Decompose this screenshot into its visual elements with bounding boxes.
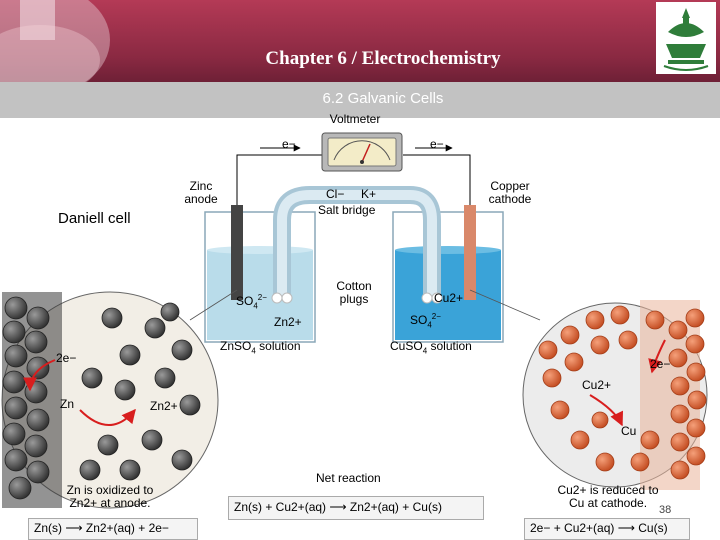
electron-label-left: e− (282, 137, 296, 151)
copper-atom (586, 311, 604, 329)
copper-ion-label: Cu2+ (434, 291, 464, 305)
copper-atom (687, 419, 705, 437)
zinc-atom (80, 460, 100, 480)
copper-atom (592, 412, 608, 428)
cathode-half-reaction: 2e− + Cu2+(aq) ⟶ Cu(s) (530, 521, 668, 535)
zinc-atom (180, 395, 200, 415)
copper-atom (611, 306, 629, 324)
zinc-atom (120, 460, 140, 480)
copper-atom (686, 335, 704, 353)
copper-atom (641, 431, 659, 449)
sulfate-label-left: $SO_4^{2-}$ (236, 293, 267, 311)
zinc-atom (82, 368, 102, 388)
salt-bridge-label: Salt bridge (318, 203, 376, 217)
anode-half-reaction: Zn(s) ⟶ Zn2+(aq) + 2e− (34, 521, 169, 535)
section-subtitle: 6.2 Galvanic Cells (322, 90, 444, 107)
copper-atom (561, 326, 579, 344)
zinc-atom (120, 345, 140, 365)
anode-electrons-label: 2e− (56, 351, 77, 365)
copper-cathode-label: Copper cathode (488, 179, 532, 206)
copper-atom (686, 309, 704, 327)
page-title: Chapter 6 / Electrochemistry (265, 48, 501, 69)
sulfate-label-right: $SO_4^{2-}$ (410, 312, 441, 330)
zinc-atom (5, 345, 27, 367)
zinc-atom (3, 423, 25, 445)
zinc-atom (98, 435, 118, 455)
copper-atom (619, 331, 637, 349)
zinc-atom (25, 435, 47, 457)
zinc-anode-label: Zinc anode (184, 179, 218, 206)
zinc-atom (172, 450, 192, 470)
cell-name-label: Daniell cell (58, 210, 131, 227)
copper-atom (539, 341, 557, 359)
zinc-atom (145, 318, 165, 338)
copper-atom (631, 453, 649, 471)
copper-atom (671, 433, 689, 451)
copper-atom (596, 453, 614, 471)
page-number: 38 (659, 504, 672, 516)
copper-atom (646, 311, 664, 329)
cuso4-solution-label: CuSO$_4$ solution (390, 339, 472, 356)
znso4-solution-label: ZnSO$_4$ solution (220, 339, 301, 356)
zinc-atom (155, 368, 175, 388)
anode-ion-label: Zn2+ (150, 399, 178, 413)
copper-atom (669, 349, 687, 367)
zinc-atom (3, 371, 25, 393)
cathode-ion-label: Cu2+ (582, 378, 612, 392)
copper-atom (565, 353, 583, 371)
copper-atom (688, 391, 706, 409)
zinc-atom (5, 397, 27, 419)
zinc-atom (142, 430, 162, 450)
zinc-atom (27, 409, 49, 431)
zinc-atom (5, 297, 27, 319)
zinc-atom (172, 340, 192, 360)
zinc-atom (9, 477, 31, 499)
copper-atom (687, 447, 705, 465)
anode-caption: Zn is oxidized to Zn2+ at anode. (66, 483, 154, 510)
copper-atom (687, 363, 705, 381)
zinc-atom (161, 303, 179, 321)
zinc-atom (115, 380, 135, 400)
zinc-atom (102, 308, 122, 328)
zinc-atom (3, 321, 25, 343)
copper-atom (671, 377, 689, 395)
net-reaction-label: Net reaction (316, 471, 381, 485)
cathode-electrons-label: 2e− (650, 357, 671, 371)
anode-metal-label: Zn (60, 397, 75, 411)
cathode-caption: Cu2+ is reduced to Cu at cathode. (557, 483, 659, 510)
zinc-atom (27, 461, 49, 483)
zinc-atom (25, 331, 47, 353)
voltmeter-label: Voltmeter (329, 112, 381, 126)
salt-bridge-ions-label: Cl− K+ (326, 187, 377, 201)
net-reaction-equation: Zn(s) + Cu2+(aq) ⟶ Zn2+(aq) + Cu(s) (234, 500, 442, 514)
zinc-electrode (231, 205, 243, 300)
copper-atom (551, 401, 569, 419)
cotton-plugs-label: Cotton plugs (336, 279, 372, 306)
copper-atom (669, 321, 687, 339)
cathode-metal-label: Cu (621, 424, 637, 438)
copper-atom (591, 336, 609, 354)
copper-atom (671, 405, 689, 423)
copper-atom (571, 431, 589, 449)
zinc-atom (5, 449, 27, 471)
copper-atom (543, 369, 561, 387)
voltmeter-icon (322, 133, 402, 171)
copper-electrode (464, 205, 476, 300)
zinc-atom (27, 307, 49, 329)
electron-label-right: e− (430, 137, 444, 151)
zinc-atom (25, 381, 47, 403)
copper-atom (671, 461, 689, 479)
zinc-ion-label: Zn2+ (274, 315, 302, 329)
zinc-atom (27, 357, 49, 379)
